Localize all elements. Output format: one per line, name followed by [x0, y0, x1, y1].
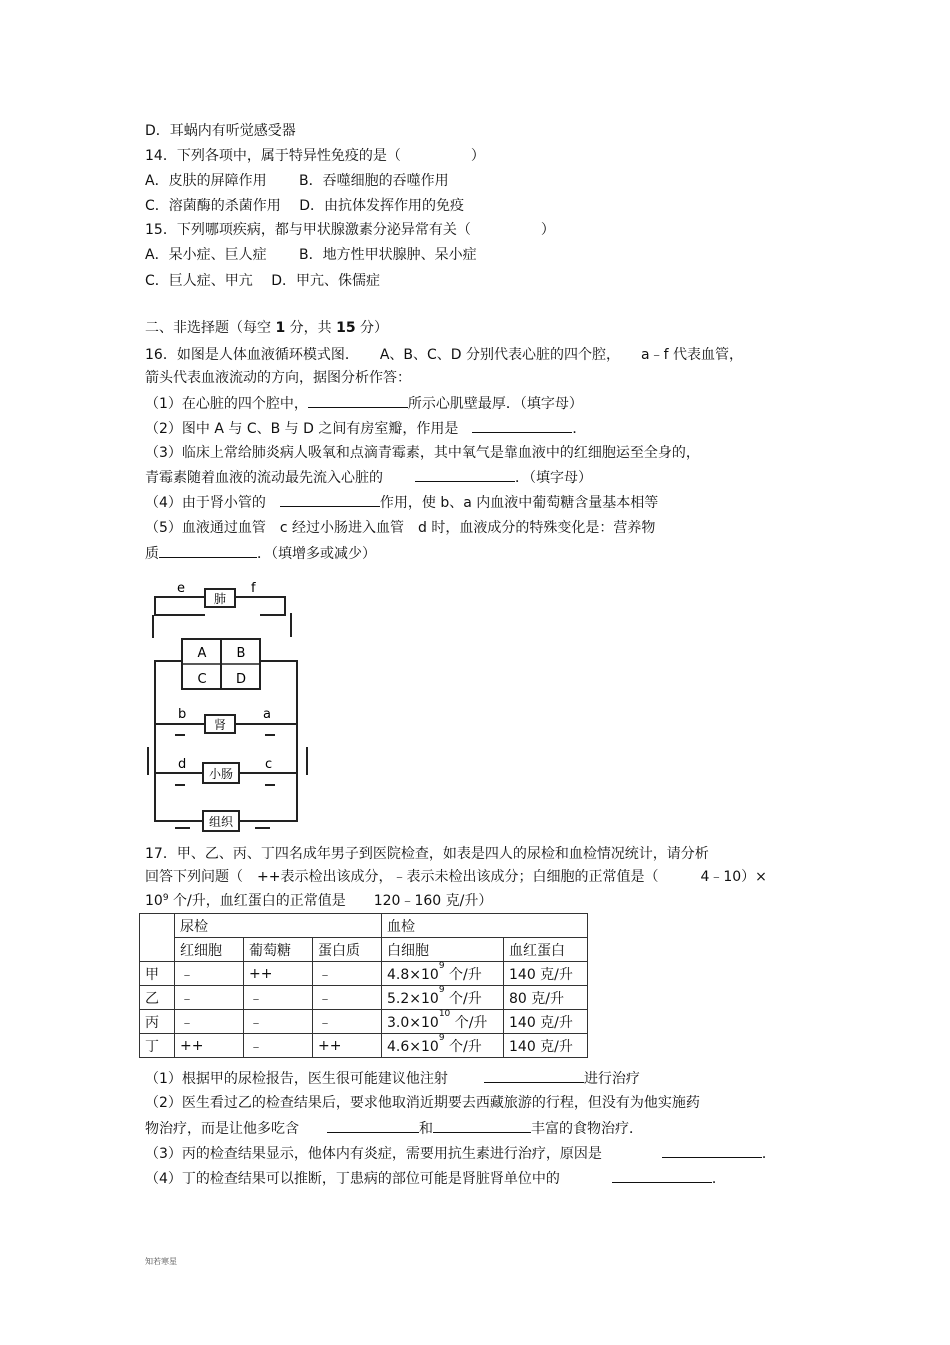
table-row [140, 1010, 588, 1034]
q16-part3-text: 青霉素随着血液的流动最先流入心脏的 [145, 470, 383, 486]
wbc-unit: 个/升 [444, 1038, 482, 1055]
wbc-unit: 个/升 [450, 1014, 488, 1031]
cell-protein: ﹣ [313, 1010, 382, 1034]
q16-part3-blank[interactable] [415, 467, 515, 482]
wbc-base: 3.0×10 [387, 1014, 439, 1031]
wbc-base: 5.2×10 [387, 990, 439, 1007]
q16-part5-line2 [145, 543, 376, 564]
wbc-exp: 9 [438, 984, 445, 995]
q17-part1-blank[interactable] [484, 1068, 584, 1083]
tissue-label: 组织 [208, 815, 234, 829]
chamber-c: C [197, 672, 207, 687]
circulation-diagram [145, 575, 315, 835]
vessel-f: f [251, 581, 256, 596]
q16-part1 [145, 393, 583, 414]
vessel-b: b [178, 707, 187, 722]
q16-part2-text: （2）图中 A 与 C、B 与 D 之间有房室瓣，作用是 [145, 421, 459, 437]
q16-part2-blank[interactable] [472, 418, 572, 433]
wbc-exp: 10 [438, 1008, 451, 1019]
q14-stem: 14．下列各项中，属于特异性免疫的是（ ） [145, 148, 485, 164]
diagram-vessel-lines [148, 597, 307, 828]
q16-part1-blank[interactable] [308, 393, 408, 408]
cell-glucose: ﹣ [244, 1010, 313, 1034]
table-row [140, 986, 588, 1010]
q15-options-cd: C．巨人症、甲亢 D．甲亢、侏儒症 [145, 273, 381, 289]
q16-part1-tail: 所示心肌壁最厚．（填字母） [407, 396, 583, 412]
cell-protein: ++ [313, 1034, 382, 1058]
kidney-label: 肾 [213, 718, 227, 732]
cell-hb: 140 克/升 [504, 1010, 588, 1034]
q17-part2-and: 和 [419, 1121, 433, 1137]
q16-part4-text: （4）由于肾小管的 [145, 495, 266, 511]
table-group-row [140, 914, 588, 938]
q17-part3-blank[interactable] [662, 1143, 762, 1158]
row-name: 乙 [140, 986, 175, 1010]
section-2-suffix: 分） [355, 320, 389, 336]
wbc-unit: 个/升 [444, 990, 482, 1007]
table-row [140, 1034, 588, 1058]
section-2-heading [145, 318, 388, 338]
table-header-row [140, 938, 588, 962]
q16-part5-blank[interactable] [159, 543, 257, 558]
row-name: 丙 [140, 1010, 175, 1034]
q16-stem-line1: 16．如图是人体血液循环模式图． A、B、C、D 分别代表心脏的四个腔， a﹣f 代表血管， [145, 347, 743, 363]
q13-option-d: D．耳蜗内有听觉感受器 [145, 123, 296, 139]
q17-wbc-base: 10 [145, 893, 163, 909]
q17-part1-tail: 进行治疗 [583, 1071, 640, 1087]
q16-part4-tail: 作用，使 b、a 内血液中葡萄糖含量基本相等 [379, 495, 659, 511]
cell-rbc: ﹣ [175, 986, 244, 1010]
q15-stem: 15．下列哪项疾病，都与甲状腺激素分泌异常有关（ ） [145, 222, 555, 238]
chamber-b: B [236, 646, 246, 661]
q17-stem-line1: 17．甲、乙、丙、丁四名成年男子到医院检查，如表是四人的尿检和血检情况统计，请分析 [145, 846, 709, 862]
cell-wbc [382, 986, 504, 1010]
intestine-label: 小肠 [208, 767, 234, 781]
q17-part4-text: （4）丁的检查结果可以推断，丁患病的部位可能是肾脏肾单位中的 [145, 1171, 560, 1187]
header-wbc: 白细胞 [382, 938, 504, 962]
cell-glucose: ++ [244, 962, 313, 986]
header-glucose: 葡萄糖 [244, 938, 313, 962]
section-2-score: 1 [275, 320, 286, 336]
q17-wbc-exp: 9 [162, 893, 169, 903]
chamber-a: A [197, 646, 207, 661]
q17-part4-tail: ． [711, 1171, 726, 1187]
q17-part4 [145, 1168, 726, 1189]
q16-part4-blank[interactable] [280, 492, 380, 507]
group-blood: 血检 [382, 914, 588, 938]
header-hb: 血红蛋白 [504, 938, 588, 962]
q16-part3-tail: ．（填字母） [515, 470, 592, 486]
exam-results-table [139, 913, 588, 1058]
q16-part2-tail: ． [572, 421, 587, 437]
wbc-base: 4.6×10 [387, 1038, 439, 1055]
q16-part3-line1: （3）临床上常给肺炎病人吸氧和点滴青霉素，其中氧气是靠血液中的红细胞运至全身的， [145, 445, 700, 461]
q17-part4-blank[interactable] [612, 1168, 712, 1183]
group-urine: 尿检 [175, 914, 382, 938]
section-2-mid: 分，共 [285, 320, 337, 336]
q14-options-cd: C．溶菌酶的杀菌作用 D．由抗体发挥作用的免疫 [145, 198, 465, 214]
wbc-unit: 个/升 [444, 966, 482, 983]
section-2-total: 15 [336, 320, 356, 336]
wbc-exp: 9 [438, 960, 445, 971]
q16-part2 [145, 418, 586, 439]
row-name: 丁 [140, 1034, 175, 1058]
cell-wbc [382, 1010, 504, 1034]
vessel-a: a [263, 707, 271, 722]
q14-options-ab: A．皮肤的屏障作用 B．吞噬细胞的吞噬作用 [145, 173, 449, 189]
q17-part2-text: 物治疗，而是让他多吃含 [145, 1121, 299, 1137]
cell-hb: 140 克/升 [504, 962, 588, 986]
vessel-c: c [265, 757, 273, 772]
cell-wbc [382, 1034, 504, 1058]
header-rbc: 红细胞 [175, 938, 244, 962]
q15-options-ab: A．呆小症、巨人症 B．地方性甲状腺肿、呆小症 [145, 247, 477, 263]
q17-part2-tail: 丰富的食物治疗． [531, 1121, 643, 1137]
wbc-base: 4.8×10 [387, 966, 439, 983]
q17-part3 [145, 1143, 776, 1164]
q17-part2-line1: （2）医生看过乙的检查结果后，要求他取消近期要去西藏旅游的行程，但没有为他实施药 [145, 1095, 700, 1111]
lung-label: 肺 [213, 592, 227, 606]
q16-stem-line2: 箭头代表血液流动的方向，据图分析作答： [145, 370, 411, 386]
cell-rbc: ++ [175, 1034, 244, 1058]
row-name: 甲 [140, 962, 175, 986]
q17-stem-line2: 回答下列问题（ ++表示检出该成分，﹣表示未检出该成分；白细胞的正常值是（ 4﹣10）× [145, 869, 767, 885]
section-2-prefix: 二、非选择题（每空 [145, 320, 276, 336]
vessel-e: e [177, 581, 185, 596]
cell-rbc: ﹣ [175, 1010, 244, 1034]
page-footer: 知若寒星 [145, 1257, 177, 1266]
table-corner [140, 914, 175, 962]
q16-part1-text: （1）在心脏的四个腔中， [145, 396, 308, 412]
q17-part2-blank1[interactable] [327, 1118, 419, 1133]
chamber-d: D [235, 672, 247, 687]
header-protein: 蛋白质 [313, 938, 382, 962]
cell-protein: ﹣ [313, 986, 382, 1010]
vessel-d: d [178, 757, 187, 772]
cell-wbc [382, 962, 504, 986]
q17-part3-tail: ． [761, 1146, 776, 1162]
cell-protein: ﹣ [313, 962, 382, 986]
cell-glucose: ﹣ [244, 1034, 313, 1058]
q17-part3-text: （3）丙的检查结果显示，他体内有炎症，需要用抗生素进行治疗，原因是 [145, 1146, 602, 1162]
q16-part3-line2 [145, 467, 592, 488]
q17-part2-blank2[interactable] [433, 1118, 531, 1133]
q17-part2-line2 [145, 1118, 643, 1139]
q16-part5-line1: （5）血液通过血管 c 经过小肠进入血管 d 时，血液成分的特殊变化是：营养物 [145, 520, 656, 536]
cell-rbc: ﹣ [175, 962, 244, 986]
wbc-exp: 9 [438, 1032, 445, 1043]
cell-hb: 140 克/升 [504, 1034, 588, 1058]
table-row [140, 962, 588, 986]
q17-stem-line3 [145, 891, 492, 911]
q17-part1 [145, 1068, 640, 1089]
cell-glucose: ﹣ [244, 986, 313, 1010]
cell-hb: 80 克/升 [504, 986, 588, 1010]
q16-part5-tail: ．（填增多或减少） [257, 546, 376, 562]
q17-part1-text: （1）根据甲的尿检报告，医生很可能建议他注射 [145, 1071, 448, 1087]
q17-normal-values: 个/升，血红蛋白的正常值是 120﹣160 克/升） [168, 893, 493, 909]
q16-part5-text: 质 [145, 546, 159, 562]
q16-part4 [145, 492, 658, 513]
